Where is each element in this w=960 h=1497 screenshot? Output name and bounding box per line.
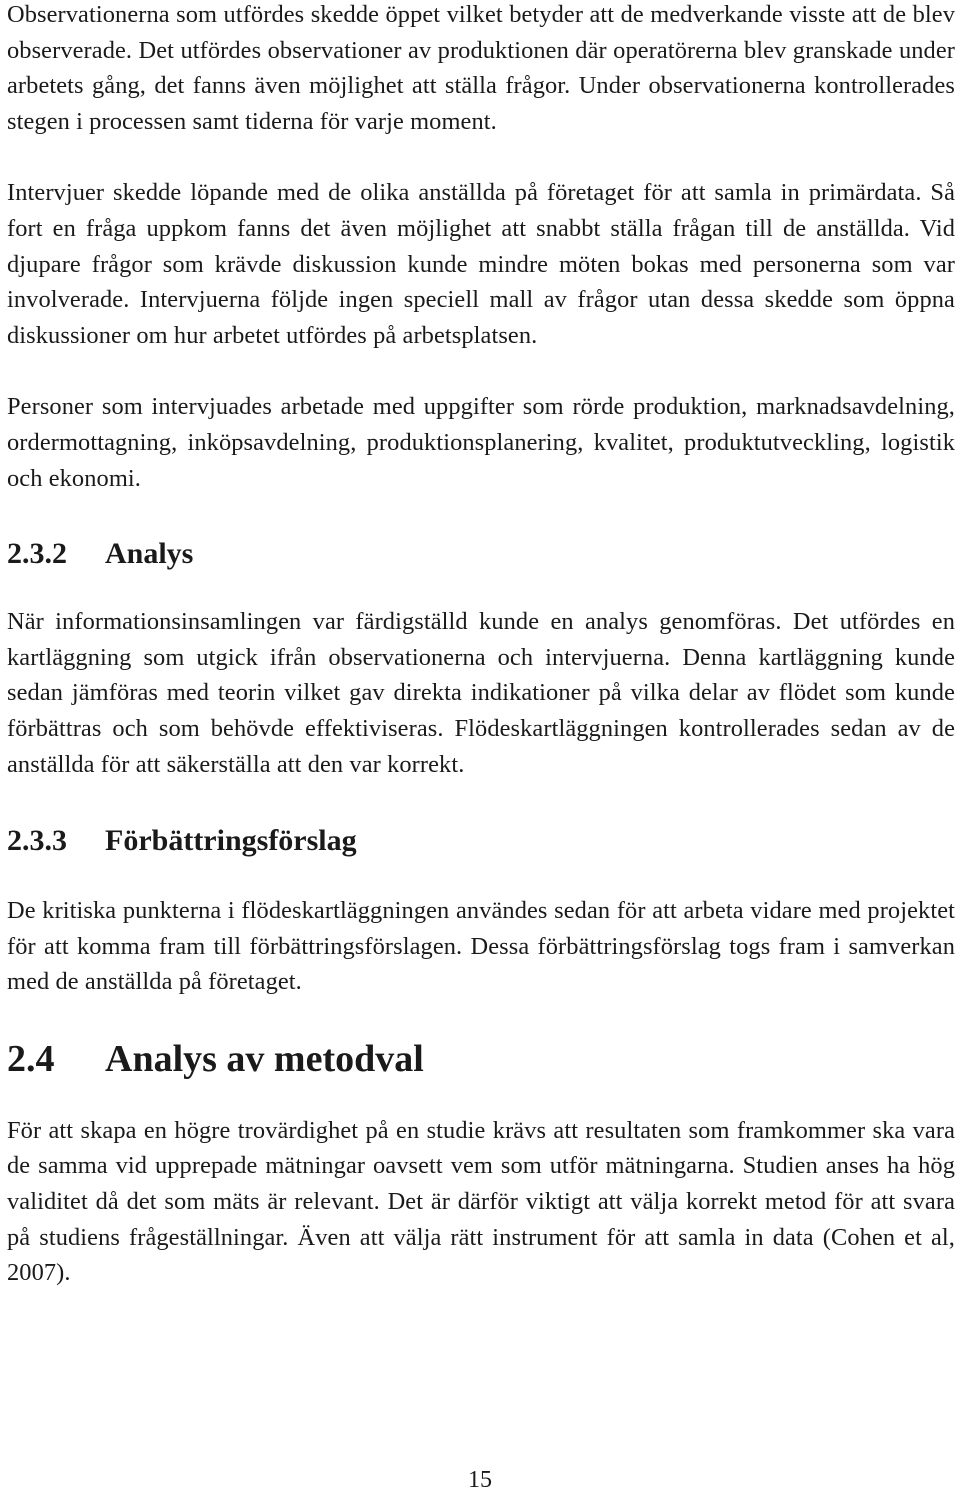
heading-number: 2.4 <box>7 1037 55 1080</box>
page-number: 15 <box>468 1467 492 1493</box>
paragraph-observations: Observationerna som utfördes skedde öppet vilket betyder att de medverkande visste att de blev observerade. Det utfördes observationer av produktionen där operatörerna blev granskade under arbetets gång, det fanns även möjlighet att ställa frågor. Under observationerna kontrollerades stegen i processen samt tiderna för varje moment. <box>7 1 955 135</box>
paragraph-interviewees: Personer som intervjuades arbetade med uppgifter som rörde produktion, marknadsavdelning, ordermottagning, inköpsavdelning, produktionsplanering, kvalitet, produktutveckling, logistik och ekonomi. <box>7 393 955 492</box>
heading-title: Analys av metodval <box>105 1037 424 1080</box>
paragraph-interviews: Intervjuer skedde löpande med de olika anställda på företaget för att samla in primärdata. Så fort en fråga uppkom fanns det även möjlighet att snabbt ställa frågan till de anställda. Vid djupare frågor som krävde diskussion kunde mindre möten bokas med personerna som var involverade. Intervjuerna följde ingen speciell mall av frågor utan dessa skedde som öppna diskussioner om hur arbetet utfördes på arbetsplatsen. <box>7 179 955 349</box>
heading-analys-av-metodval <box>7 1036 955 1082</box>
paragraph-metodval: För att skapa en högre trovärdighet på en studie krävs att resultaten som framkommer ska vara de samma vid upprepade mätningar oavsett vem som utför mätningarna. Studien anses ha hög validitet då det som mäts är relevant. Det är därför viktigt att välja korrekt metod för att svara på studiens frågeställningar. Även att välja rätt instrument för att samla in data (Cohen et al, 2007). <box>7 1116 955 1287</box>
heading-title: Analys <box>105 537 194 571</box>
heading-number: 2.3.2 <box>7 537 67 571</box>
paragraph-analys: När informationsinsamlingen var färdigställd kunde en analys genomföras. Det utfördes en kartläggning som utgick ifrån observationerna och intervjuerna. Denna kartläggning kunde sedan jämföras med teorin vilket gav direkta indikationer på vilka delar av flödet som kunde förbättras och som behövde effektiviseras. Flödeskartläggningen kontrollerades sedan av de anställda för att säkerställa att den var korrekt. <box>7 608 955 778</box>
heading-number: 2.3.3 <box>7 824 67 858</box>
document-page <box>7 0 955 1291</box>
heading-title: Förbättringsförslag <box>105 824 357 858</box>
paragraph-forbattringsforslag: De kritiska punkterna i flödeskartläggningen användes sedan för att arbeta vidare med projektet för att komma fram till förbättringsförslagen. Dessa förbättringsförslag togs fram i samverkan med de anställda på företaget. <box>7 897 955 996</box>
heading-analys <box>7 534 955 574</box>
heading-forbattringsforslag <box>7 821 955 861</box>
